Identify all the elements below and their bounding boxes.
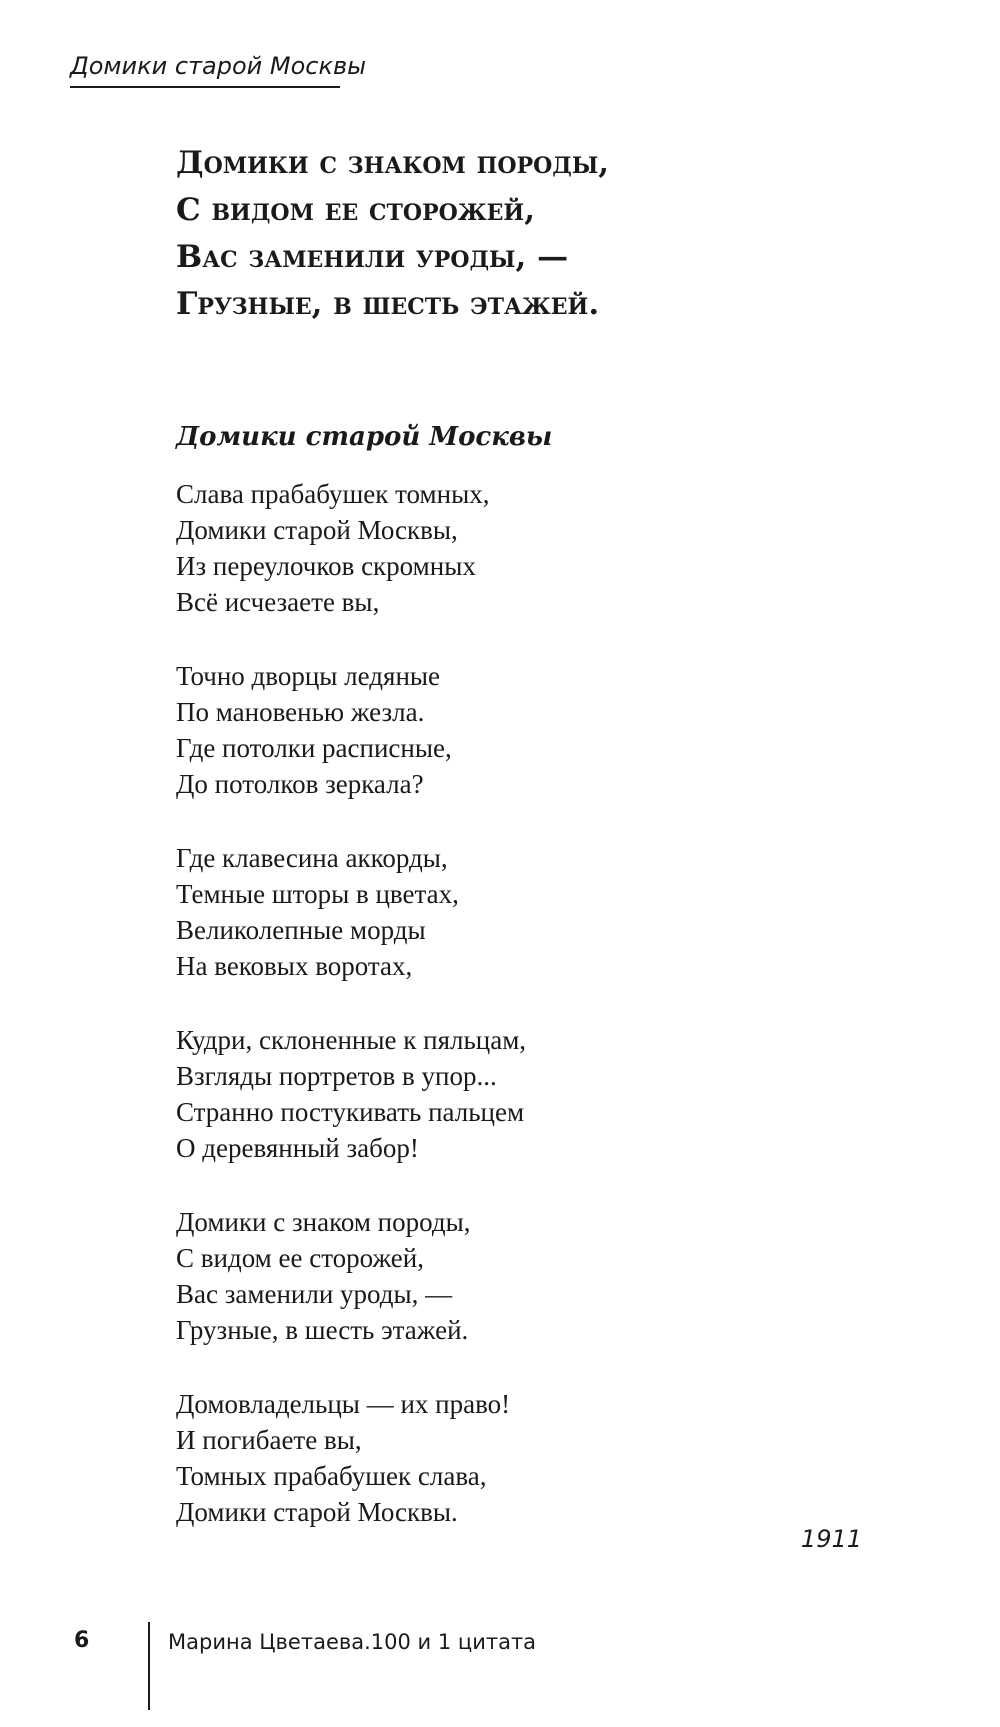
poem-line: Вас заменили уроды, — <box>176 1279 453 1309</box>
poem-line: И погибаете вы, <box>176 1425 362 1455</box>
stanza-1 <box>176 476 526 620</box>
stanza-4 <box>176 1022 526 1166</box>
epigraph-line: Вас заменили уроды, — <box>176 239 569 275</box>
poem-date: 1911 <box>800 1525 862 1553</box>
poem-line: Домики с знаком породы, <box>176 1207 471 1237</box>
page-number: 6 <box>74 1628 90 1653</box>
stanza-3 <box>176 840 526 984</box>
poem-line: Взгляды портретов в упор... <box>176 1061 497 1091</box>
poem-line: Из переулочков скромных <box>176 551 476 581</box>
poem-body <box>176 476 526 1568</box>
epigraph-line: Домики с знаком породы, <box>176 145 610 181</box>
poem-line: О деревянный забор! <box>176 1133 419 1163</box>
poem-line: Кудри, склоненные к пяльцам, <box>176 1025 527 1055</box>
poem-line: Домики старой Москвы, <box>176 515 458 545</box>
poem-title: Домики старой Москвы <box>176 422 553 452</box>
poem-line: По мановенью жезла. <box>176 697 425 727</box>
poem-line: Всё исчезаете вы, <box>176 587 380 617</box>
epigraph-line: С видом ее сторожей, <box>176 192 536 228</box>
poem-line: Томных прабабушек слава, <box>176 1461 487 1491</box>
poem-line: Темные шторы в цветах, <box>176 879 459 909</box>
poem-line: Слава прабабушек томных, <box>176 479 490 509</box>
epigraph-line: Грузные, в шесть этажей. <box>176 286 600 322</box>
book-title: Марина Цветаева.100 и 1 цитата <box>168 1630 537 1654</box>
poem-line: Домовладельцы — их право! <box>176 1389 511 1419</box>
footer-divider <box>148 1622 150 1710</box>
poem-line: Великолепные морды <box>176 915 426 945</box>
poem-line: Домики старой Москвы. <box>176 1497 458 1527</box>
poem-line: Странно постукивать пальцем <box>176 1097 525 1127</box>
stanza-2 <box>176 658 526 802</box>
stanza-6 <box>176 1386 526 1530</box>
poem-line: Грузные, в шесть этажей. <box>176 1315 469 1345</box>
poem-line: Точно дворцы ледяные <box>176 661 441 691</box>
poem-line: Где потолки расписные, <box>176 733 452 763</box>
poem-line: На вековых воротах, <box>176 951 413 981</box>
stanza-5 <box>176 1204 526 1348</box>
running-head: Домики старой Москвы <box>70 50 340 88</box>
poem-line: Где клавесина аккорды, <box>176 843 448 873</box>
poem-line: С видом ее сторожей, <box>176 1243 424 1273</box>
epigraph <box>176 140 609 328</box>
poem-line: До потолков зеркала? <box>176 769 424 799</box>
